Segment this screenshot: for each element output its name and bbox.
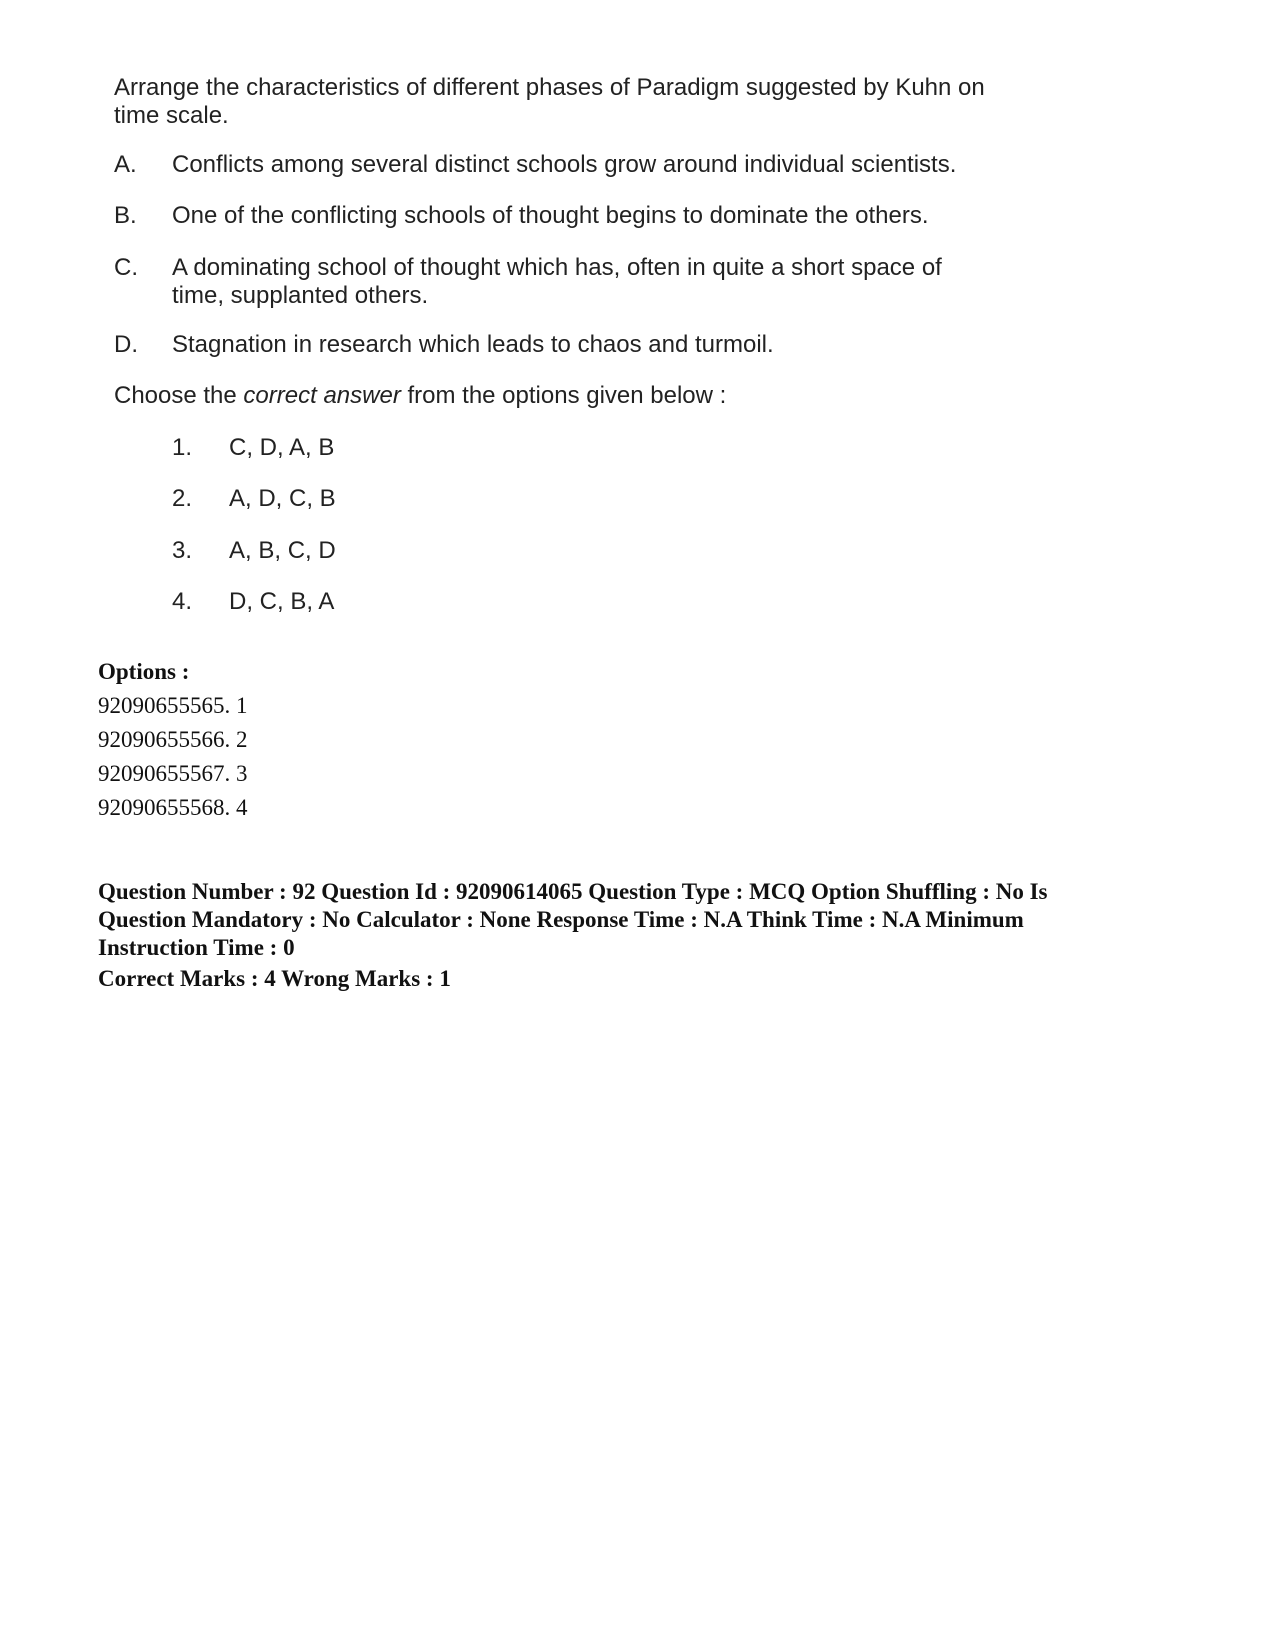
statement-text: One of the conflicting schools of thought begins to dominate the others. <box>172 202 929 229</box>
choice-number: 2. <box>172 485 193 512</box>
option-item: 92090655568. 4 <box>98 795 248 820</box>
option-item: 92090655567. 3 <box>98 761 248 786</box>
choice-value: A, B, C, D <box>229 537 336 564</box>
statement-text: Stagnation in research which leads to chaos and turmoil. <box>172 331 774 358</box>
statement-letter: A. <box>114 151 137 178</box>
prompt-emphasis: correct answer <box>243 382 401 409</box>
prompt-before: Choose the <box>114 382 244 409</box>
statement-letter: C. <box>114 254 138 281</box>
statement-text: A dominating school of thought which has, often in quite a short space of time, supplanted others. <box>172 254 942 309</box>
options-label: Options : <box>98 659 190 684</box>
metadata-line: Instruction Time : 0 <box>98 935 295 960</box>
choice-number: 3. <box>172 537 193 564</box>
statement-letter: D. <box>114 331 138 358</box>
statement-letter: B. <box>114 202 137 229</box>
question-stem: Arrange the characteristics of different phases of Paradigm suggested by Kuhn on time scale. <box>114 74 985 129</box>
option-item: 92090655565. 1 <box>98 693 248 718</box>
choice-value: C, D, A, B <box>229 434 335 461</box>
option-item: 92090655566. 2 <box>98 727 248 752</box>
metadata-line: Question Number : 92 Question Id : 92090614065 Question Type : MCQ Option Shuffling : No Is <box>98 879 1048 904</box>
prompt-after: from the options given below : <box>400 382 727 409</box>
choice-number: 1. <box>172 434 193 461</box>
marks-info: Correct Marks : 4 Wrong Marks : 1 <box>98 966 451 991</box>
question-metadata <box>98 878 1148 962</box>
choice-value: A, D, C, B <box>229 485 336 512</box>
answer-prompt <box>114 382 726 410</box>
statement-text: Conflicts among several distinct schools grow around individual scientists. <box>172 151 957 178</box>
choice-number: 4. <box>172 588 193 615</box>
metadata-line: Question Mandatory : No Calculator : None Response Time : N.A Think Time : N.A Minimum <box>98 907 1024 932</box>
choice-value: D, C, B, A <box>229 588 335 615</box>
question-image <box>96 62 1016 642</box>
